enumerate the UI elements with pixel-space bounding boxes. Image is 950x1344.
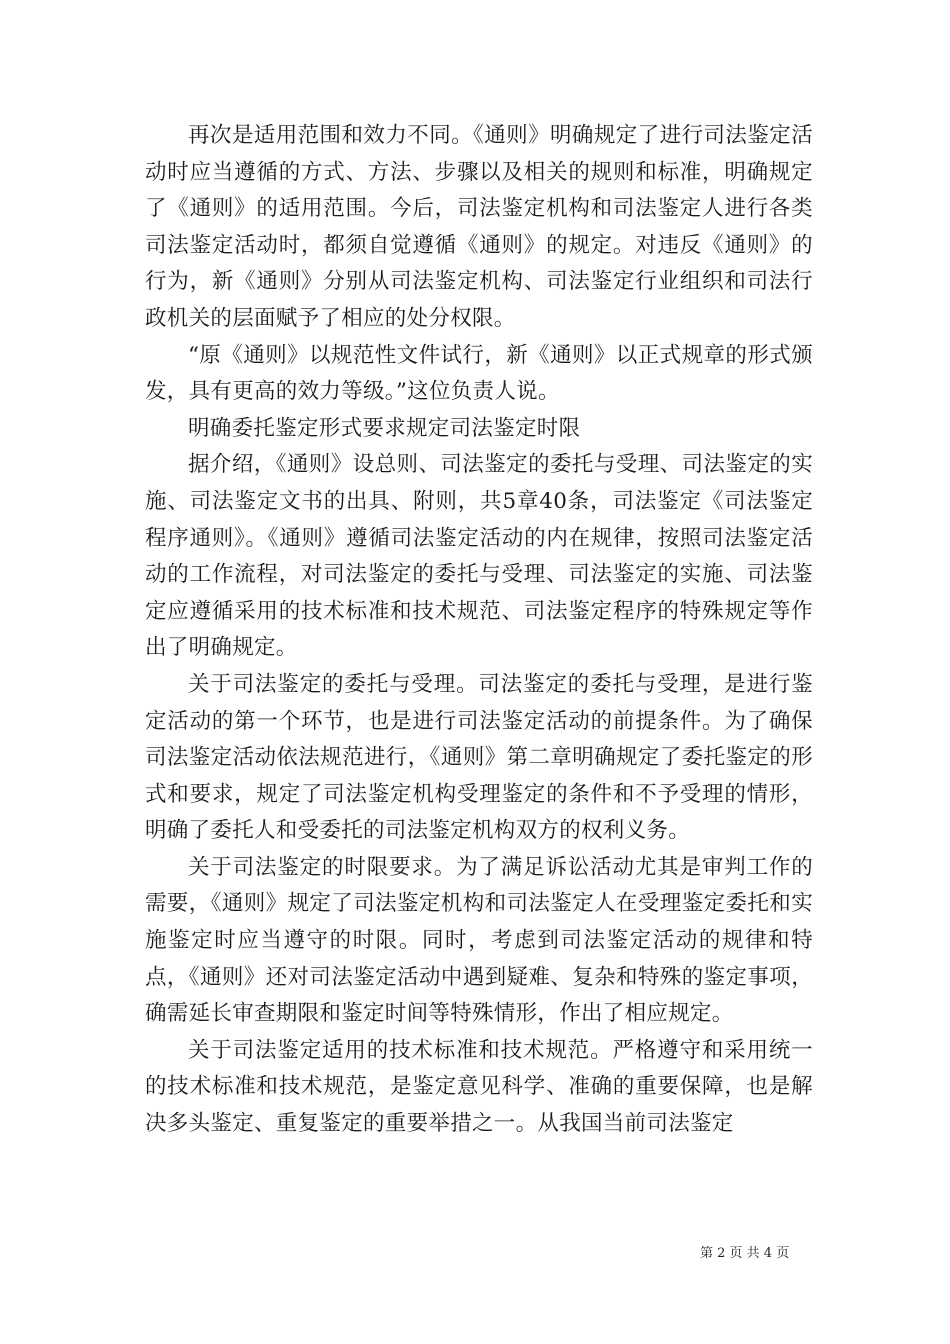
paragraph-technical-standards: 关于司法鉴定适用的技术标准和技术规范。严格遵守和采用统一的技术标准和技术规范，是鉴定意见科学、准确的重要保障，也是解决多头鉴定、重复鉴定的重要举措之一。从我国当前司法鉴定 xyxy=(145,1037,813,1137)
paragraph-structure-intro: 据介绍，《通则》设总则、司法鉴定的委托与受理、司法鉴定的实施、司法鉴定文书的出具、附则，共5章40条，司法鉴定《司法鉴定程序通则》。《通则》遵循司法鉴定活动的内在规律，按照司法鉴定活动的工作流程，对司法鉴定的委托与受理、司法鉴定的实施、司法鉴定应遵循采用的技术标准和技术规范、司法鉴定程序的特殊规定等作出了明确规定。 xyxy=(145,452,813,661)
document-body xyxy=(145,118,813,1143)
paragraph-time-limits: 关于司法鉴定的时限要求。为了满足诉讼活动尤其是审判工作的需要，《通则》规定了司法鉴定机构和司法鉴定人在受理鉴定委托和实施鉴定时应当遵守的时限。同时，考虑到司法鉴定活动的规律和特点，《通则》还对司法鉴定活动中遇到疑难、复杂和特殊的鉴定事项，确需延长审查期限和鉴定时间等特殊情形，作出了相应规定。 xyxy=(145,854,813,1027)
paragraph-official-quote: “原《通则》以规范性文件试行，新《通则》以正式规章的形式颁发，具有更高的效力等级。”这位负责人说。 xyxy=(145,342,813,405)
paragraph-entrustment: 关于司法鉴定的委托与受理。司法鉴定的委托与受理，是进行鉴定活动的第一个环节，也是进行司法鉴定活动的前提条件。为了确保司法鉴定活动依法规范进行，《通则》第二章明确规定了委托鉴定的形式和要求，规定了司法鉴定机构受理鉴定的条件和不予受理的情形，明确了委托人和受委托的司法鉴定机构双方的权利义务。 xyxy=(145,671,813,844)
section-heading: 明确委托鉴定形式要求规定司法鉴定时限 xyxy=(188,415,581,441)
paragraph-scope-and-effect: 再次是适用范围和效力不同。《通则》明确规定了进行司法鉴定活动时应当遵循的方式、方法、步骤以及相关的规则和标准，明确规定了《通则》的适用范围。今后，司法鉴定机构和司法鉴定人进行各类司法鉴定活动时，都须自觉遵循《通则》的规定。对违反《通则》的行为，新《通则》分别从司法鉴定机构、司法鉴定行业组织和司法行政机关的层面赋予了相应的处分权限。 xyxy=(145,123,813,331)
page-number: 第 2 页 共 4 页 xyxy=(700,1246,790,1261)
